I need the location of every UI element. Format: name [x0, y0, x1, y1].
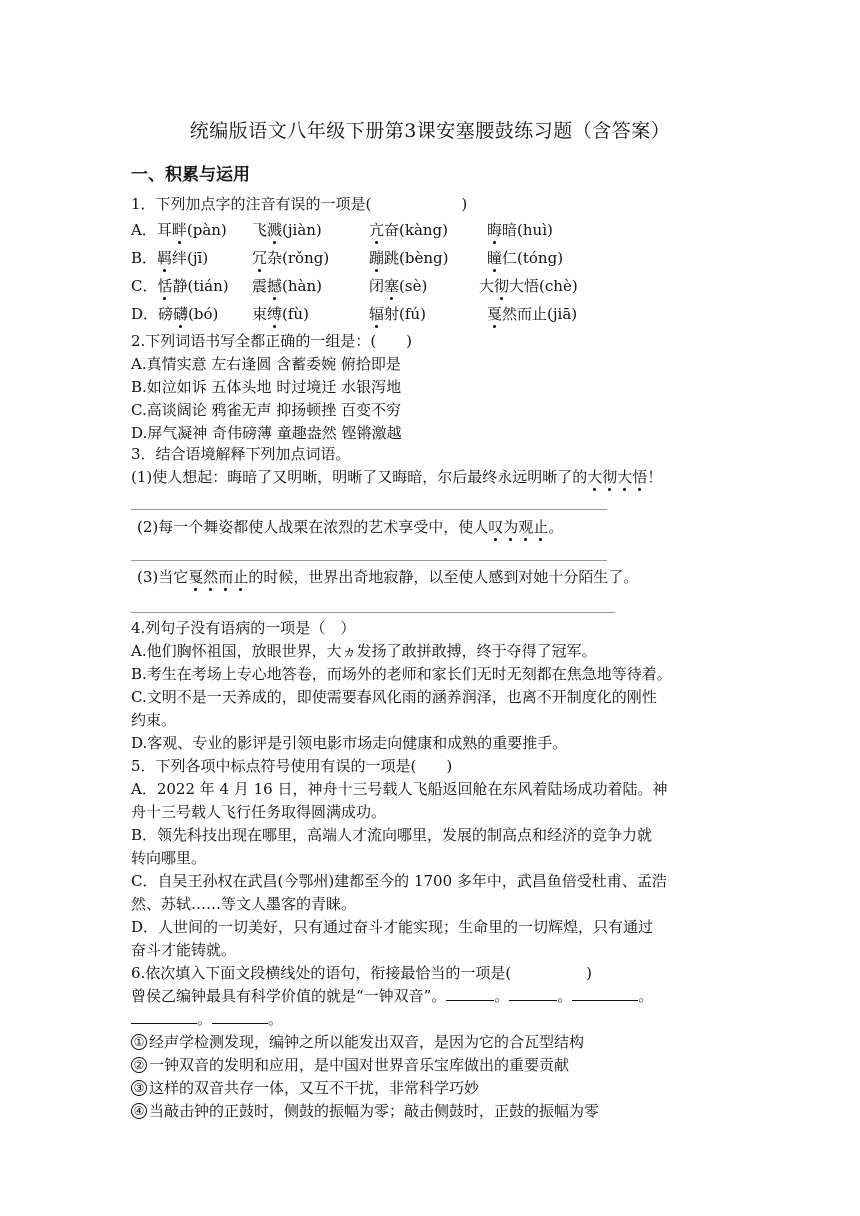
section-heading: 一、积累与运用 — [131, 165, 250, 185]
q3-answer-line-2[interactable] — [131, 560, 607, 561]
q3-sentence-1 — [131, 467, 662, 487]
q3-s2-dotted: 叹为观止 — [488, 518, 549, 536]
q1-b-1: B．羁绊(jī) — [131, 249, 209, 267]
q2-option-c: C.高谈阔论 鸦雀无声 抑扬顿挫 百变不穷 — [131, 401, 402, 419]
q5-stem: 5．下列各项中标点符号使用有误的一项是( ) — [131, 757, 453, 775]
q1-a-1: A．耳畔(pàn) — [131, 221, 227, 239]
q6-item-1 — [131, 1032, 584, 1052]
q6-sep-1: 。 — [494, 987, 510, 1005]
q1-a-2: 飞溅(jiàn) — [252, 221, 322, 239]
q6-passage-cont — [131, 1009, 283, 1029]
q1-c-4: 大彻大悟(chè) — [479, 277, 578, 295]
q2-option-b: B.如泣如诉 五体头地 时过境迁 水银泻地 — [131, 378, 402, 396]
q1-c-2: 震撼(hàn) — [252, 277, 322, 295]
q3-s3-pre: (3)当它 — [137, 568, 189, 586]
q4-option-c-line2: 约束。 — [131, 711, 177, 729]
q6-blank-5[interactable] — [212, 1023, 268, 1024]
q6-passage-text: 曾侯乙编钟最具有科学价值的就是“一钟双音”。 — [131, 987, 447, 1005]
q3-answer-line-1[interactable] — [131, 509, 607, 510]
q1-d-2: 束缚(fù) — [252, 305, 309, 323]
q6-sep-2: 。 — [557, 987, 573, 1005]
q6-item-3-marker: ③ — [131, 1080, 147, 1096]
q5-option-c-line2: 然、苏轼……等文人墨客的青睐。 — [131, 895, 357, 913]
q6-item-4-text: 当敲击钟的正鼓时，侧鼓的振幅为零；敲击侧鼓时，正鼓的振幅为零 — [149, 1102, 600, 1120]
q6-item-1-marker: ① — [131, 1034, 147, 1050]
q3-s1-dotted: 大彻大悟 — [587, 468, 648, 486]
q3-sentence-3 — [137, 567, 638, 587]
q6-blank-4[interactable] — [131, 1023, 197, 1024]
q6-blank-2[interactable] — [509, 1000, 557, 1001]
q1-a-4: 晦暗(huì) — [487, 221, 553, 239]
q1-option-b — [131, 248, 563, 268]
q6-item-3 — [131, 1078, 479, 1098]
q6-item-1-text: 经声学检测发现，编钟之所以能发出双音，是因为它的合瓦型结构 — [149, 1033, 585, 1051]
q1-b-2: 冗杂(rǒng) — [252, 249, 330, 267]
q1-d-4: 戛然而止(jiā) — [487, 305, 578, 323]
q2-stem: 2.下列词语书写全都正确的一组是：( ) — [131, 332, 413, 350]
q5-option-a-line1: A．2022 年 4 月 16 日，神舟十三号载人飞船返回舱在东风着陆场成功着陆。神 — [131, 780, 668, 798]
q6-blank-3[interactable] — [572, 1000, 638, 1001]
q3-s2-pre: (2)每一个舞姿都使人战栗在浓烈的艺术享受中，使人 — [137, 518, 489, 536]
q1-option-d — [131, 304, 577, 324]
q1-option-c — [131, 276, 578, 296]
q5-option-d-line2: 奋斗才能铸就。 — [131, 941, 237, 959]
q1-c-1: C．恬静(tián) — [131, 277, 229, 295]
q3-s1-pre: (1)使人想起：晦暗了又明晰，明晰了又晦暗，尔后最终永远明晰了的 — [131, 468, 588, 486]
q5-option-b-line1: B．领先科技出现在哪里，高端人才流向哪里，发展的制高点和经济的竞争力就 — [131, 826, 653, 844]
q6-item-2-marker: ② — [131, 1057, 147, 1073]
q4-stem: 4.列句子没有语病的一项是（ ） — [131, 619, 356, 637]
q4-option-a: A.他们胸怀祖国，放眼世界，大ヵ发扬了敢拼敢搏，终于夺得了冠军。 — [131, 642, 597, 660]
q4-option-d: D.客观、专业的影评是引领电影市场走向健康和成熟的重要推手。 — [131, 734, 568, 752]
q3-answer-line-3[interactable] — [131, 612, 615, 613]
q1-c-3: 闭塞(sè) — [369, 277, 428, 295]
q5-option-d-line1: D．人世间的一切美好，只有通过奋斗才能实现；生命里的一切辉煌，只有通过 — [131, 918, 654, 936]
q1-d-3: 辐射(fú) — [369, 305, 426, 323]
q5-option-a-line2: 舟十三号载人飞行任务取得圆满成功。 — [131, 803, 387, 821]
q4-option-b: B.考生在考场上专心地答卷，而场外的老师和家长们无时无刻都在焦急地等待着。 — [131, 665, 672, 683]
q2-option-a: A.真情实意 左右逢圆 含蓄委婉 俯拾即是 — [131, 355, 401, 373]
q5-option-c-line1: C．自吴王孙权在武昌(今鄂州)建都至今的 1700 多年中，武昌鱼倍受杜甫、孟浩 — [131, 872, 667, 890]
q4-option-c-line1: C.文明不是一天养成的，即使需要春风化雨的涵养润泽，也离不开制度化的刚性 — [131, 688, 657, 706]
q1-d-1: D．磅礴(bó) — [131, 305, 219, 323]
q6-sep-3: 。 — [638, 987, 654, 1005]
q6-item-4 — [131, 1101, 599, 1121]
q2-option-d: D.屏气凝神 奇伟磅薄 童趣盎然 铿锵激越 — [131, 424, 402, 442]
q3-stem: 3．结合语境解释下列加点词语。 — [131, 445, 351, 463]
q6-item-2 — [131, 1055, 569, 1075]
q5-option-b-line2: 转向哪里。 — [131, 849, 207, 867]
q1-b-4: 瞳仁(tóng) — [487, 249, 564, 267]
q3-sentence-2 — [137, 517, 563, 537]
q6-sep-4: 。 — [197, 1010, 213, 1028]
q3-s2-post: 。 — [548, 518, 564, 536]
q6-stem: 6.依次填入下面文段横线处的语句，衔接最恰当的一项是( ) — [131, 964, 593, 982]
q6-blank-1[interactable] — [446, 1000, 494, 1001]
q6-item-2-text: 一钟双音的发明和应用，是中国对世界音乐宝库做出的重要贡献 — [149, 1056, 570, 1074]
q3-s3-dotted: 戛然而止 — [188, 568, 249, 586]
q6-item-3-text: 这样的双音共存一体，又互不干扰，非常科学巧妙 — [149, 1079, 480, 1097]
q1-b-3: 蹦跳(bèng) — [369, 249, 449, 267]
q1-a-3: 亢奋(kàng) — [369, 221, 449, 239]
q1-option-a — [131, 220, 553, 240]
q6-passage — [131, 986, 653, 1006]
q6-sep-5: 。 — [268, 1010, 284, 1028]
document-title: 统编版语文八年级下册第3课安塞腰鼓练习题（含答案） — [189, 120, 671, 142]
q3-s1-post: ！ — [647, 468, 663, 486]
q3-s3-post: 的时候，世界出奇地寂静，以至使人感到对她十分陌生了。 — [248, 568, 639, 586]
q6-item-4-marker: ④ — [131, 1103, 147, 1119]
q1-stem: 1．下列加点字的注音有误的一项是( ) — [131, 195, 468, 213]
